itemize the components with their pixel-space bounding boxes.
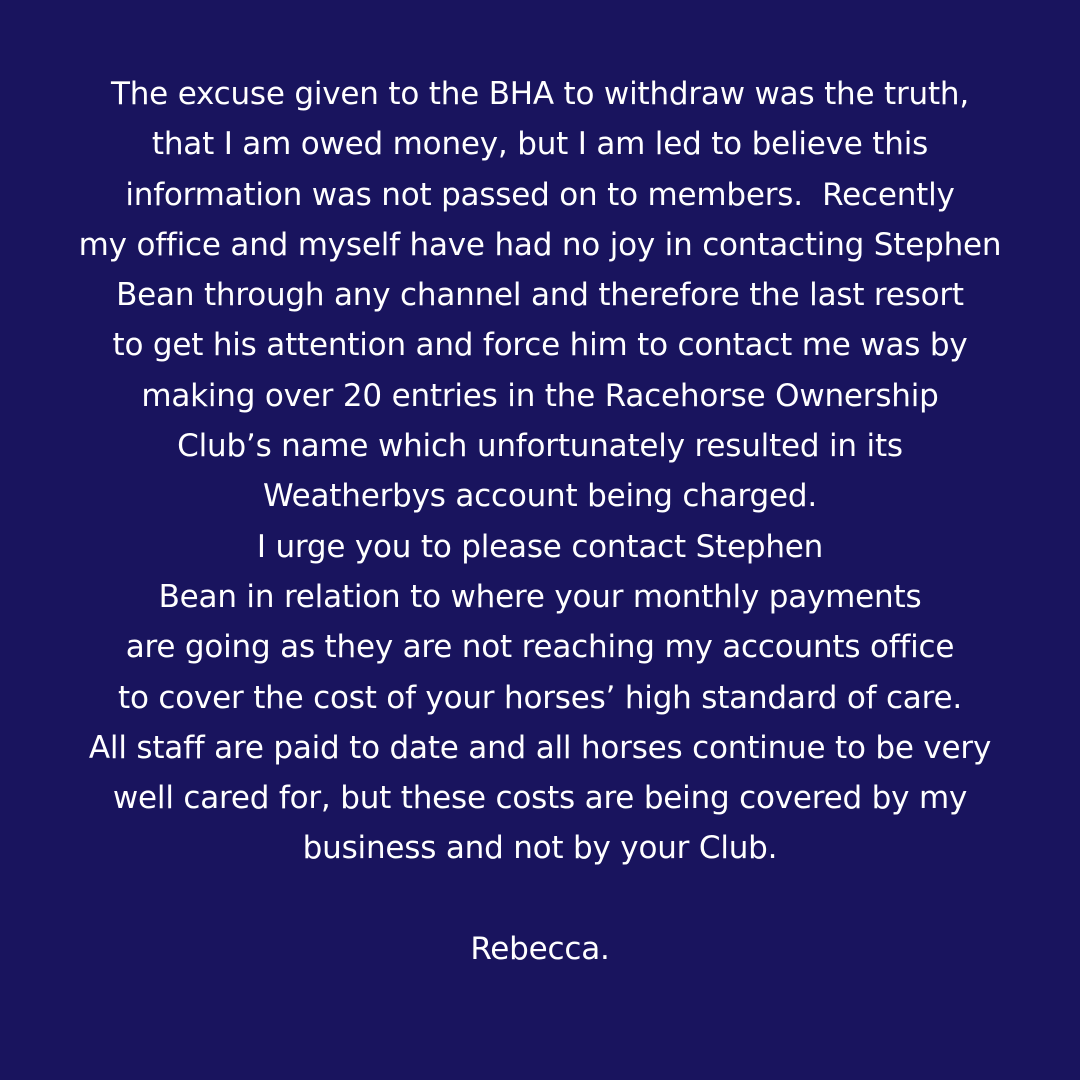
statement-line: that I am owed money, but I am led to believe this: [151, 126, 929, 163]
statement-line: to cover the cost of your horses’ high standard of care.: [118, 679, 962, 716]
statement-line: well cared for, but these costs are being covered by my: [112, 780, 968, 817]
statement-line: Weatherbys account being charged.: [262, 478, 818, 515]
signature: Rebecca.: [470, 931, 610, 968]
statement-line: I urge you to please contact Stephen: [256, 528, 824, 565]
statement-line: are going as they are not reaching my accounts office: [125, 629, 955, 666]
statement-line: business and not by your Club.: [302, 830, 778, 867]
statement-line: All staff are paid to date and all horses continue to be very: [88, 729, 992, 766]
statement-text-block: [0, 69, 1080, 974]
statement-line: Bean through any channel and therefore the last resort: [116, 277, 964, 314]
statement-line: information was not passed on to members. Recently: [125, 176, 955, 213]
statement-line: Club’s name which unfortunately resulted in its: [177, 428, 903, 465]
statement-line: my office and myself have had no joy in contacting Stephen: [78, 226, 1002, 263]
statement-line: The excuse given to the BHA to withdraw was the truth,: [110, 76, 970, 112]
statement-line: Bean in relation to where your monthly payments: [158, 578, 922, 615]
statement-line: to get his attention and force him to contact me was by: [112, 327, 968, 364]
blank-spacer: [0, 874, 1080, 924]
statement-line: making over 20 entries in the Racehorse Ownership: [141, 377, 939, 414]
